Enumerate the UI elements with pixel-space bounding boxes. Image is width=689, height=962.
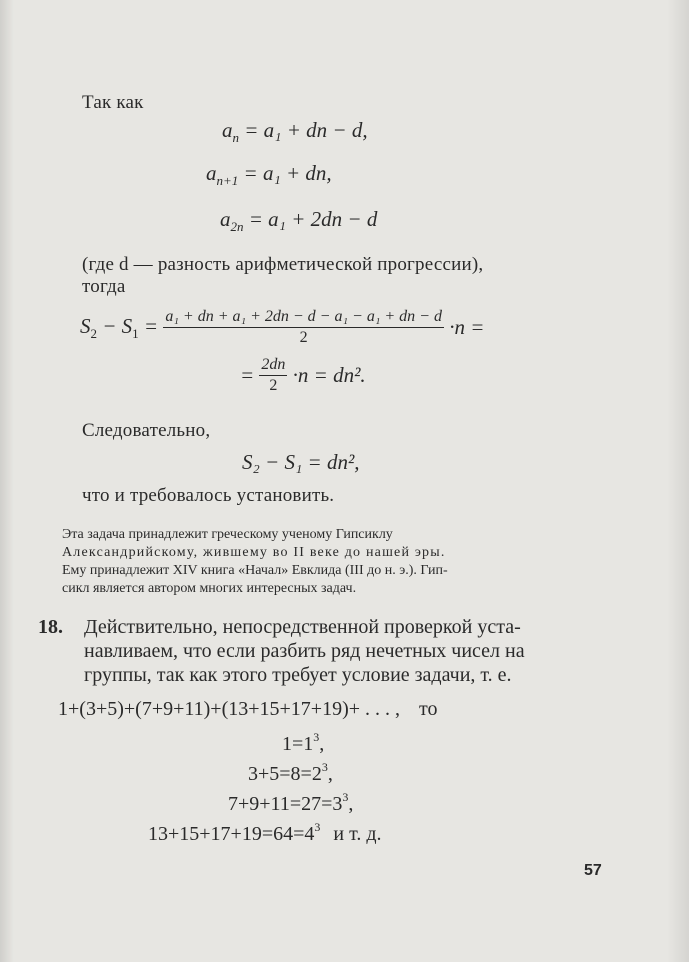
formula-an1: $a_{n+1} = a_1$ + dn,: [206, 161, 332, 188]
problem-line-2: навливаем, что если разбить ряд нечетных чисел на: [84, 640, 525, 662]
page-left-shadow: [0, 0, 14, 962]
then-text: тогда: [82, 276, 126, 297]
intro-text: Так как: [82, 92, 144, 113]
difference-numerator: a₁ + dn + a₁ + 2dn − d − a₁ − a₁ + dn − d: [163, 308, 444, 328]
times-n: ·n =: [449, 315, 485, 339]
therefore-text: Следовательно,: [82, 420, 211, 441]
historical-note: [62, 526, 592, 598]
equation-2: $3+5=8=2^3$,: [248, 760, 333, 785]
problem-number: 18.: [38, 616, 63, 638]
conclusion-text: что и требовалось установить.: [82, 485, 335, 506]
formula-simplified: = $\frac{2dn}{2}$ ·n = dn².: [240, 356, 366, 394]
equation-3: $7+9+11=27=3^3$,: [228, 790, 354, 815]
formula-an1-rhs: = a₁ + dn,: [243, 161, 332, 185]
note-line-2: Александрийскому, жившему во II веке до нашей эры.: [62, 545, 446, 560]
simplified-numerator: 2dn: [259, 356, 287, 376]
formula-difference: $S_2 - S_1$ = $\frac{\text{a₁ + dn + a₁ + 2dn − d − a₁ − a₁ + dn − d}}{2}$ ·n =: [80, 308, 485, 346]
simplified-tail: ·n = dn².: [292, 363, 366, 387]
simplified-denominator: 2: [269, 377, 278, 394]
note-line-3: Ему принадлежит XIV книга «Начал» Евклида (III до н. э.). Гип-: [62, 563, 448, 578]
odd-series-then: то: [419, 698, 438, 720]
formula-final: S₂ − S₁ = dn²,: [242, 450, 360, 474]
formula-a2n-rhs: = a₁ + 2dn − d: [248, 207, 378, 231]
difference-denominator: 2: [299, 329, 308, 346]
note-line-4: сикл является автором многих интересных задач.: [62, 581, 357, 596]
problem-line-1: Действительно, непосредственной проверкой уста-: [84, 616, 521, 638]
odd-series: [58, 698, 438, 721]
note-line-1: Эта задача принадлежит греческому ученому Гипсиклу: [62, 527, 393, 542]
equation-1: $1=1^3$,: [282, 730, 325, 755]
page-number: 57: [584, 862, 602, 879]
formula-an-rhs: = a₁ + dn − d,: [244, 118, 368, 142]
page-right-shadow: [667, 0, 689, 962]
formula-a2n: $a_{2n} = a_1 + 2dn - d$: [220, 207, 378, 234]
formula-an: $a_n = a_1$ + dn − d,: [222, 118, 368, 145]
equation-4: $13+15+17+19=64=4^3$ и т. д.: [148, 820, 382, 845]
where-d-text: (где d — разность арифметической прогрессии),: [82, 254, 484, 275]
problem-line-3: группы, так как этого требует условие задачи, т. е.: [84, 664, 512, 686]
odd-series-expression: 1+(3+5)+(7+9+11)+(13+15+17+19)+ . . . ,: [58, 698, 401, 720]
